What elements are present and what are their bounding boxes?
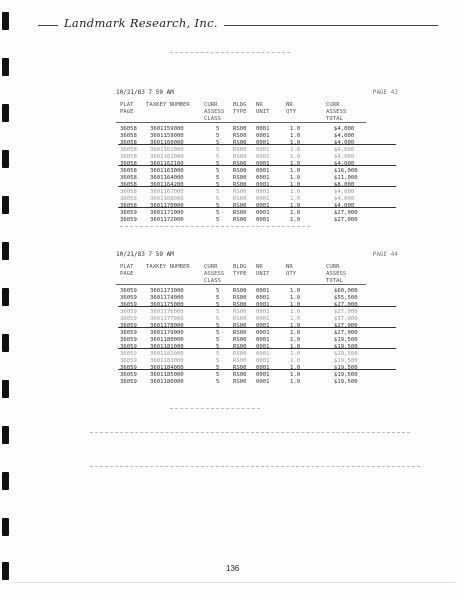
cell-qty: 1.0 <box>290 344 301 350</box>
cell-taxkey: 3601183000 <box>150 358 184 364</box>
col-nr-unit: NR UNIT <box>256 102 270 115</box>
cell-taxkey: 3601182000 <box>150 351 184 357</box>
cell-class: 5 <box>216 330 220 336</box>
table-row <box>116 217 388 224</box>
table-row <box>116 337 388 344</box>
cell-unit: 0001 <box>256 154 270 160</box>
cell-class: 5 <box>216 168 220 174</box>
cell-class: 5 <box>216 372 220 378</box>
table-row <box>116 196 388 203</box>
cell-qty: 1.0 <box>290 288 301 294</box>
cell-bldg-type: RS00 <box>233 140 247 146</box>
company-logo: Landmark Research, Inc. <box>58 16 224 30</box>
col-assess-total: CURR ASSESS TOTAL <box>326 264 347 284</box>
cell-class: 5 <box>216 147 220 153</box>
cell-bldg-type: RS00 <box>233 330 247 336</box>
table-row <box>116 175 388 182</box>
cell-qty: 1.0 <box>290 161 301 167</box>
cell-class: 5 <box>216 182 220 188</box>
cell-unit: 0001 <box>256 133 270 139</box>
cell-unit: 0001 <box>256 217 270 223</box>
cell-class: 5 <box>216 288 220 294</box>
cell-plat: 36059 <box>120 330 137 336</box>
cell-qty: 1.0 <box>290 358 301 364</box>
cell-total: $16,000 <box>334 168 358 174</box>
cell-taxkey: 3601163000 <box>150 168 184 174</box>
cell-taxkey: 3601179000 <box>150 330 184 336</box>
cell-taxkey: 3601184000 <box>150 365 184 371</box>
col-assess-total: CURR ASSESS TOTAL <box>326 102 347 122</box>
col-bldg-type: BLDG TYPE <box>233 102 247 115</box>
cell-plat: 36058 <box>120 147 137 153</box>
cell-class: 5 <box>216 126 220 132</box>
cell-total: $55,500 <box>334 295 358 301</box>
cell-plat: 36059 <box>120 302 137 308</box>
cell-bldg-type: RS00 <box>233 295 247 301</box>
cell-taxkey: 3601168000 <box>150 196 184 202</box>
cell-qty: 1.0 <box>290 175 301 181</box>
cell-total: $8,000 <box>334 182 355 188</box>
cell-taxkey: 3601173000 <box>150 288 184 294</box>
cell-plat: 36058 <box>120 126 137 132</box>
table-row <box>116 154 388 161</box>
cell-taxkey: 3601177000 <box>150 316 184 322</box>
cell-class: 5 <box>216 210 220 216</box>
cell-unit: 0001 <box>256 126 270 132</box>
column-underline <box>116 122 366 123</box>
cell-qty: 1.0 <box>290 295 301 301</box>
cell-class: 5 <box>216 161 220 167</box>
cell-class: 5 <box>216 217 220 223</box>
cell-qty: 1.0 <box>290 147 301 153</box>
cell-class: 5 <box>216 175 220 181</box>
table-row <box>116 189 388 196</box>
table-row <box>116 351 388 358</box>
cell-unit: 0001 <box>256 344 270 350</box>
cell-total: $27,000 <box>334 210 358 216</box>
cell-unit: 0001 <box>256 302 270 308</box>
cell-qty: 1.0 <box>290 330 301 336</box>
cell-bldg-type: RS00 <box>233 154 247 160</box>
cell-unit: 0001 <box>256 189 270 195</box>
table-row <box>116 316 388 323</box>
cell-plat: 36058 <box>120 168 137 174</box>
cell-total: $4,000 <box>334 147 355 153</box>
cell-qty: 1.0 <box>290 126 301 132</box>
table-row <box>116 203 388 210</box>
cell-qty: 1.0 <box>290 210 301 216</box>
table-row <box>116 358 388 365</box>
fold-mark <box>120 226 310 227</box>
section-header <box>116 89 398 98</box>
cell-bldg-type: RS00 <box>233 288 247 294</box>
cell-taxkey: 3601161000 <box>150 147 184 153</box>
cell-bldg-type: RS00 <box>233 372 247 378</box>
cell-unit: 0001 <box>256 365 270 371</box>
cell-bldg-type: RS00 <box>233 133 247 139</box>
fold-mark <box>90 432 410 433</box>
cell-class: 5 <box>216 344 220 350</box>
cell-plat: 36059 <box>120 288 137 294</box>
col-plat-page: PLAT PAGE <box>120 264 134 277</box>
cell-total: $19,500 <box>334 379 358 385</box>
cell-total: $19,500 <box>334 344 358 350</box>
cell-unit: 0001 <box>256 372 270 378</box>
cell-taxkey: 3601160000 <box>150 140 184 146</box>
cell-class: 5 <box>216 133 220 139</box>
cell-total: $4,000 <box>334 189 355 195</box>
cell-taxkey: 3601170000 <box>150 203 184 209</box>
cell-total: $60,000 <box>334 288 358 294</box>
cell-bldg-type: RS00 <box>233 344 247 350</box>
cell-taxkey: 3601176000 <box>150 309 184 315</box>
cell-unit: 0001 <box>256 147 270 153</box>
report-section-page-43 <box>116 89 398 224</box>
cell-plat: 36059 <box>120 210 137 216</box>
cell-unit: 0001 <box>256 288 270 294</box>
cell-taxkey: 3601159000 <box>150 133 184 139</box>
cell-bldg-type: RS00 <box>233 161 247 167</box>
cell-taxkey: 3601167000 <box>150 189 184 195</box>
cell-unit: 0001 <box>256 182 270 188</box>
cell-class: 5 <box>216 196 220 202</box>
table-row <box>116 126 388 133</box>
cell-total: $19,500 <box>334 337 358 343</box>
cell-class: 5 <box>216 295 220 301</box>
cell-plat: 36058 <box>120 175 137 181</box>
cell-total: $4,000 <box>334 161 355 167</box>
cell-plat: 36059 <box>120 309 137 315</box>
cell-plat: 36058 <box>120 203 137 209</box>
table-row <box>116 295 388 302</box>
cell-bldg-type: RS00 <box>233 323 247 329</box>
cell-unit: 0001 <box>256 358 270 364</box>
col-assess-class: CURR ASSESS CLASS <box>204 102 225 122</box>
col-bldg-type: BLDG TYPE <box>233 264 247 277</box>
table-row <box>116 372 388 379</box>
cell-plat: 36059 <box>120 295 137 301</box>
table-row <box>116 344 388 351</box>
cell-plat: 36059 <box>120 344 137 350</box>
section-header <box>116 251 398 260</box>
cell-total: $27,000 <box>334 302 358 308</box>
cell-class: 5 <box>216 302 220 308</box>
col-nr-unit: NR UNIT <box>256 264 270 277</box>
cell-qty: 1.0 <box>290 379 301 385</box>
report-page-label: PAGE 44 <box>372 251 398 258</box>
cell-class: 5 <box>216 189 220 195</box>
cell-total: $27,000 <box>334 323 358 329</box>
report-date: 10/21/83 7 59 AM <box>116 89 174 96</box>
cell-unit: 0001 <box>256 309 270 315</box>
cell-bldg-type: RS00 <box>233 175 247 181</box>
table-row <box>116 161 388 168</box>
cell-bldg-type: RS00 <box>233 168 247 174</box>
cell-qty: 1.0 <box>290 217 301 223</box>
cell-total: $19,500 <box>334 372 358 378</box>
cell-plat: 36059 <box>120 372 137 378</box>
cell-qty: 1.0 <box>290 196 301 202</box>
report-section-page-44 <box>116 251 398 386</box>
cell-total: $27,000 <box>334 330 358 336</box>
cell-qty: 1.0 <box>290 351 301 357</box>
cell-plat: 36058 <box>120 189 137 195</box>
table-row <box>116 379 388 386</box>
cell-plat: 36059 <box>120 358 137 364</box>
cell-plat: 36059 <box>120 379 137 385</box>
table-row <box>116 147 388 154</box>
cell-class: 5 <box>216 203 220 209</box>
table-row <box>116 365 388 372</box>
cell-qty: 1.0 <box>290 203 301 209</box>
cell-qty: 1.0 <box>290 365 301 371</box>
cell-total: $4,000 <box>334 133 355 139</box>
cell-unit: 0001 <box>256 168 270 174</box>
cell-taxkey: 3601162000 <box>150 154 184 160</box>
cell-qty: 1.0 <box>290 154 301 160</box>
cell-total: $19,500 <box>334 351 358 357</box>
cell-total: $27,000 <box>334 309 358 315</box>
page-number: 136 <box>226 564 240 573</box>
letterhead <box>38 14 438 36</box>
cell-unit: 0001 <box>256 316 270 322</box>
report-date: 10/21/83 7 59 AM <box>116 251 174 258</box>
cell-qty: 1.0 <box>290 133 301 139</box>
cell-taxkey: 3601178000 <box>150 323 184 329</box>
cell-bldg-type: RS00 <box>233 196 247 202</box>
cell-unit: 0001 <box>256 196 270 202</box>
cell-class: 5 <box>216 351 220 357</box>
cell-taxkey: 3601164000 <box>150 175 184 181</box>
cell-total: $11,000 <box>334 175 358 181</box>
cell-qty: 1.0 <box>290 316 301 322</box>
cell-unit: 0001 <box>256 210 270 216</box>
table-row <box>116 309 388 316</box>
cell-unit: 0001 <box>256 295 270 301</box>
cell-qty: 1.0 <box>290 182 301 188</box>
report-page-label: PAGE 43 <box>372 89 398 96</box>
cell-bldg-type: RS00 <box>233 316 247 322</box>
cell-class: 5 <box>216 309 220 315</box>
cell-taxkey: 3601181000 <box>150 344 184 350</box>
cell-unit: 0001 <box>256 140 270 146</box>
cell-bldg-type: RS00 <box>233 379 247 385</box>
cell-bldg-type: RS00 <box>233 203 247 209</box>
cell-total: $19,500 <box>334 358 358 364</box>
cell-taxkey: 3601175000 <box>150 302 184 308</box>
cell-class: 5 <box>216 154 220 160</box>
cell-total: $4,000 <box>334 154 355 160</box>
table-row <box>116 140 388 147</box>
cell-total: $37,000 <box>334 316 358 322</box>
table-row <box>116 133 388 140</box>
col-taxkey: TAXKEY NUMBER <box>146 102 190 108</box>
col-plat-page: PLAT PAGE <box>120 102 134 115</box>
cell-taxkey: 3601180000 <box>150 337 184 343</box>
cell-taxkey: 3601164200 <box>150 182 184 188</box>
cell-plat: 36059 <box>120 337 137 343</box>
cell-class: 5 <box>216 358 220 364</box>
cell-qty: 1.0 <box>290 302 301 308</box>
cell-class: 5 <box>216 337 220 343</box>
cell-taxkey: 3601185000 <box>150 372 184 378</box>
cell-bldg-type: RS00 <box>233 217 247 223</box>
cell-bldg-type: RS00 <box>233 351 247 357</box>
cell-bldg-type: RS00 <box>233 365 247 371</box>
cell-bldg-type: RS00 <box>233 147 247 153</box>
cell-plat: 36058 <box>120 140 137 146</box>
cell-plat: 36058 <box>120 133 137 139</box>
table-row <box>116 182 388 189</box>
cell-total: $4,000 <box>334 126 355 132</box>
cell-total: $4,000 <box>334 140 355 146</box>
cell-plat: 36059 <box>120 323 137 329</box>
cell-plat: 36058 <box>120 154 137 160</box>
cell-taxkey: 3601172000 <box>150 217 184 223</box>
cell-unit: 0001 <box>256 379 270 385</box>
fold-mark <box>170 52 290 53</box>
table-row <box>116 168 388 175</box>
cell-taxkey: 3601171000 <box>150 210 184 216</box>
cell-total: $27,000 <box>334 217 358 223</box>
table-row <box>116 288 388 295</box>
cell-qty: 1.0 <box>290 309 301 315</box>
fold-mark <box>170 408 260 409</box>
cell-qty: 1.0 <box>290 323 301 329</box>
fold-mark <box>90 466 420 467</box>
cell-plat: 36059 <box>120 316 137 322</box>
cell-qty: 1.0 <box>290 140 301 146</box>
cell-bldg-type: RS00 <box>233 309 247 315</box>
cell-plat: 36059 <box>120 217 137 223</box>
cell-unit: 0001 <box>256 323 270 329</box>
cell-total: $4,000 <box>334 203 355 209</box>
column-underline <box>116 284 366 285</box>
cell-unit: 0001 <box>256 175 270 181</box>
cell-class: 5 <box>216 316 220 322</box>
cell-bldg-type: RS00 <box>233 358 247 364</box>
cell-class: 5 <box>216 379 220 385</box>
cell-qty: 1.0 <box>290 168 301 174</box>
table-row <box>116 302 388 309</box>
cell-class: 5 <box>216 323 220 329</box>
cell-qty: 1.0 <box>290 337 301 343</box>
cell-class: 5 <box>216 365 220 371</box>
table-row <box>116 210 388 217</box>
cell-class: 5 <box>216 140 220 146</box>
cell-bldg-type: RS00 <box>233 302 247 308</box>
binder-holes <box>0 0 14 599</box>
col-assess-class: CURR ASSESS CLASS <box>204 264 225 284</box>
col-qty: NR QTY <box>286 102 297 115</box>
cell-unit: 0001 <box>256 351 270 357</box>
cell-plat: 36058 <box>120 196 137 202</box>
cell-qty: 1.0 <box>290 189 301 195</box>
cell-total: $4,000 <box>334 196 355 202</box>
cell-taxkey: 3601174000 <box>150 295 184 301</box>
col-qty: NR QTY <box>286 264 297 277</box>
cell-bldg-type: RS00 <box>233 182 247 188</box>
cell-plat: 36058 <box>120 161 137 167</box>
cell-qty: 1.0 <box>290 372 301 378</box>
cell-plat: 36059 <box>120 351 137 357</box>
page-bottom-rule <box>14 582 455 583</box>
col-taxkey: TAXKEY NUMBER <box>146 264 190 270</box>
cell-bldg-type: RS00 <box>233 210 247 216</box>
cell-taxkey: 3601162100 <box>150 161 184 167</box>
cell-plat: 36059 <box>120 365 137 371</box>
cell-unit: 0001 <box>256 203 270 209</box>
cell-bldg-type: RS00 <box>233 189 247 195</box>
cell-unit: 0001 <box>256 337 270 343</box>
cell-plat: 36058 <box>120 182 137 188</box>
cell-taxkey: 3601186000 <box>150 379 184 385</box>
table-row <box>116 323 388 330</box>
cell-total: $19,500 <box>334 365 358 371</box>
table-row <box>116 330 388 337</box>
cell-bldg-type: RS00 <box>233 337 247 343</box>
cell-unit: 0001 <box>256 161 270 167</box>
cell-taxkey: 3601159000 <box>150 126 184 132</box>
cell-unit: 0001 <box>256 330 270 336</box>
cell-bldg-type: RS00 <box>233 126 247 132</box>
